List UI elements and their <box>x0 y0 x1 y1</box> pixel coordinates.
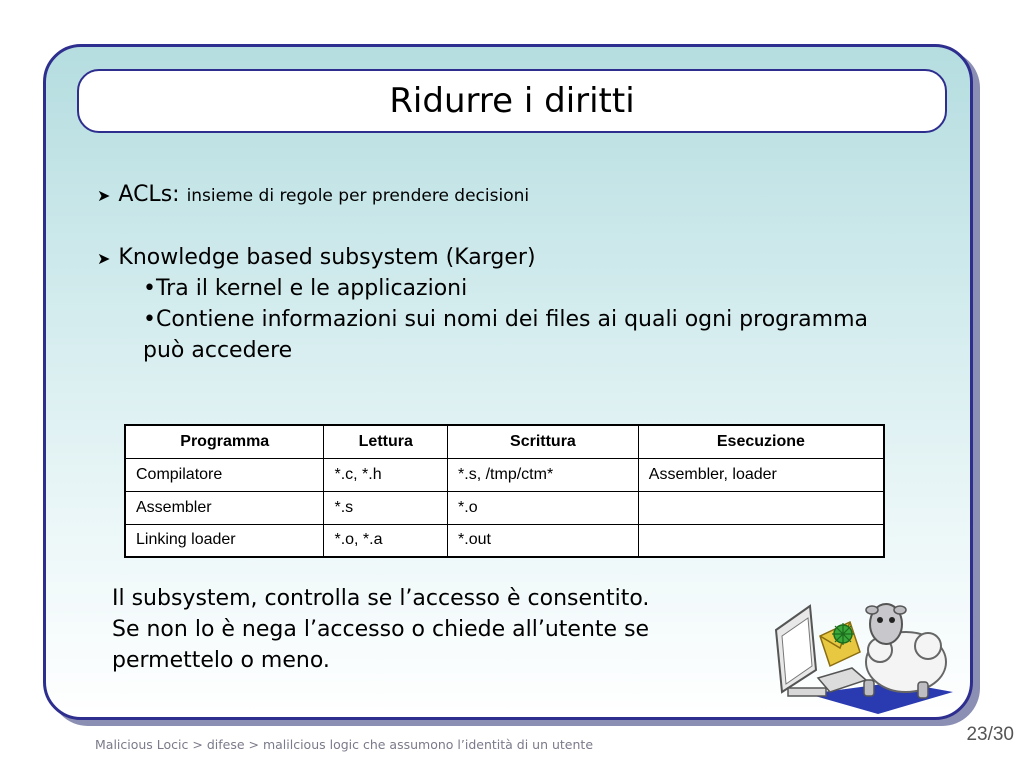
arrow-bullet-icon: ➤ <box>97 249 111 268</box>
table-header-row <box>125 425 884 458</box>
column-header: Esecuzione <box>638 425 884 458</box>
page-number: 23/30 <box>966 724 1014 745</box>
sub-bullet: •Contiene informazioni sui nomi dei files ai quali ogni programma <box>143 307 868 332</box>
table-cell: *.o <box>448 491 639 524</box>
bullet-text: insieme di regole per prendere decisioni <box>186 186 530 206</box>
bullet-head: ACLs: <box>118 182 180 207</box>
bullet-head: Knowledge based subsystem (Karger) <box>118 245 536 270</box>
table-cell: *.s <box>324 491 448 524</box>
table-cell: Assembler, loader <box>638 458 884 491</box>
table-row <box>125 491 884 524</box>
paragraph-line: Il subsystem, controlla se l’accesso è consentito. <box>112 586 650 611</box>
paragraph-line: Se non lo è nega l’accesso o chiede all’utente se <box>112 617 650 642</box>
sheep-at-computer-illustration <box>768 596 968 716</box>
table-cell <box>638 491 884 524</box>
bullet-knowledge <box>97 245 536 270</box>
arrow-bullet-icon: ➤ <box>97 186 111 205</box>
slide-title-box <box>77 69 947 133</box>
column-header: Lettura <box>324 425 448 458</box>
table-cell: *.out <box>448 524 639 557</box>
table-cell: *.c, *.h <box>324 458 448 491</box>
table-row <box>125 524 884 557</box>
table-cell: Compilatore <box>125 458 324 491</box>
slide-title: Ridurre i diritti <box>389 81 635 121</box>
sub-bullet: •Tra il kernel e le applicazioni <box>143 276 468 301</box>
table-cell: Linking loader <box>125 524 324 557</box>
column-header: Scrittura <box>448 425 639 458</box>
paragraph-line: permettelo o meno. <box>112 648 330 673</box>
table-cell: Assembler <box>125 491 324 524</box>
table-cell: *.s, /tmp/ctm* <box>448 458 639 491</box>
table-row <box>125 458 884 491</box>
acl-table <box>124 424 885 558</box>
table-cell <box>638 524 884 557</box>
table-cell: *.o, *.a <box>324 524 448 557</box>
sub-bullet-continuation: può accedere <box>143 338 293 363</box>
bullet-acls <box>97 182 529 207</box>
column-header: Programma <box>125 425 324 458</box>
footer-breadcrumb: Malicious Locic > difese > malilcious logic che assumono l’identità di un utente <box>95 737 594 752</box>
